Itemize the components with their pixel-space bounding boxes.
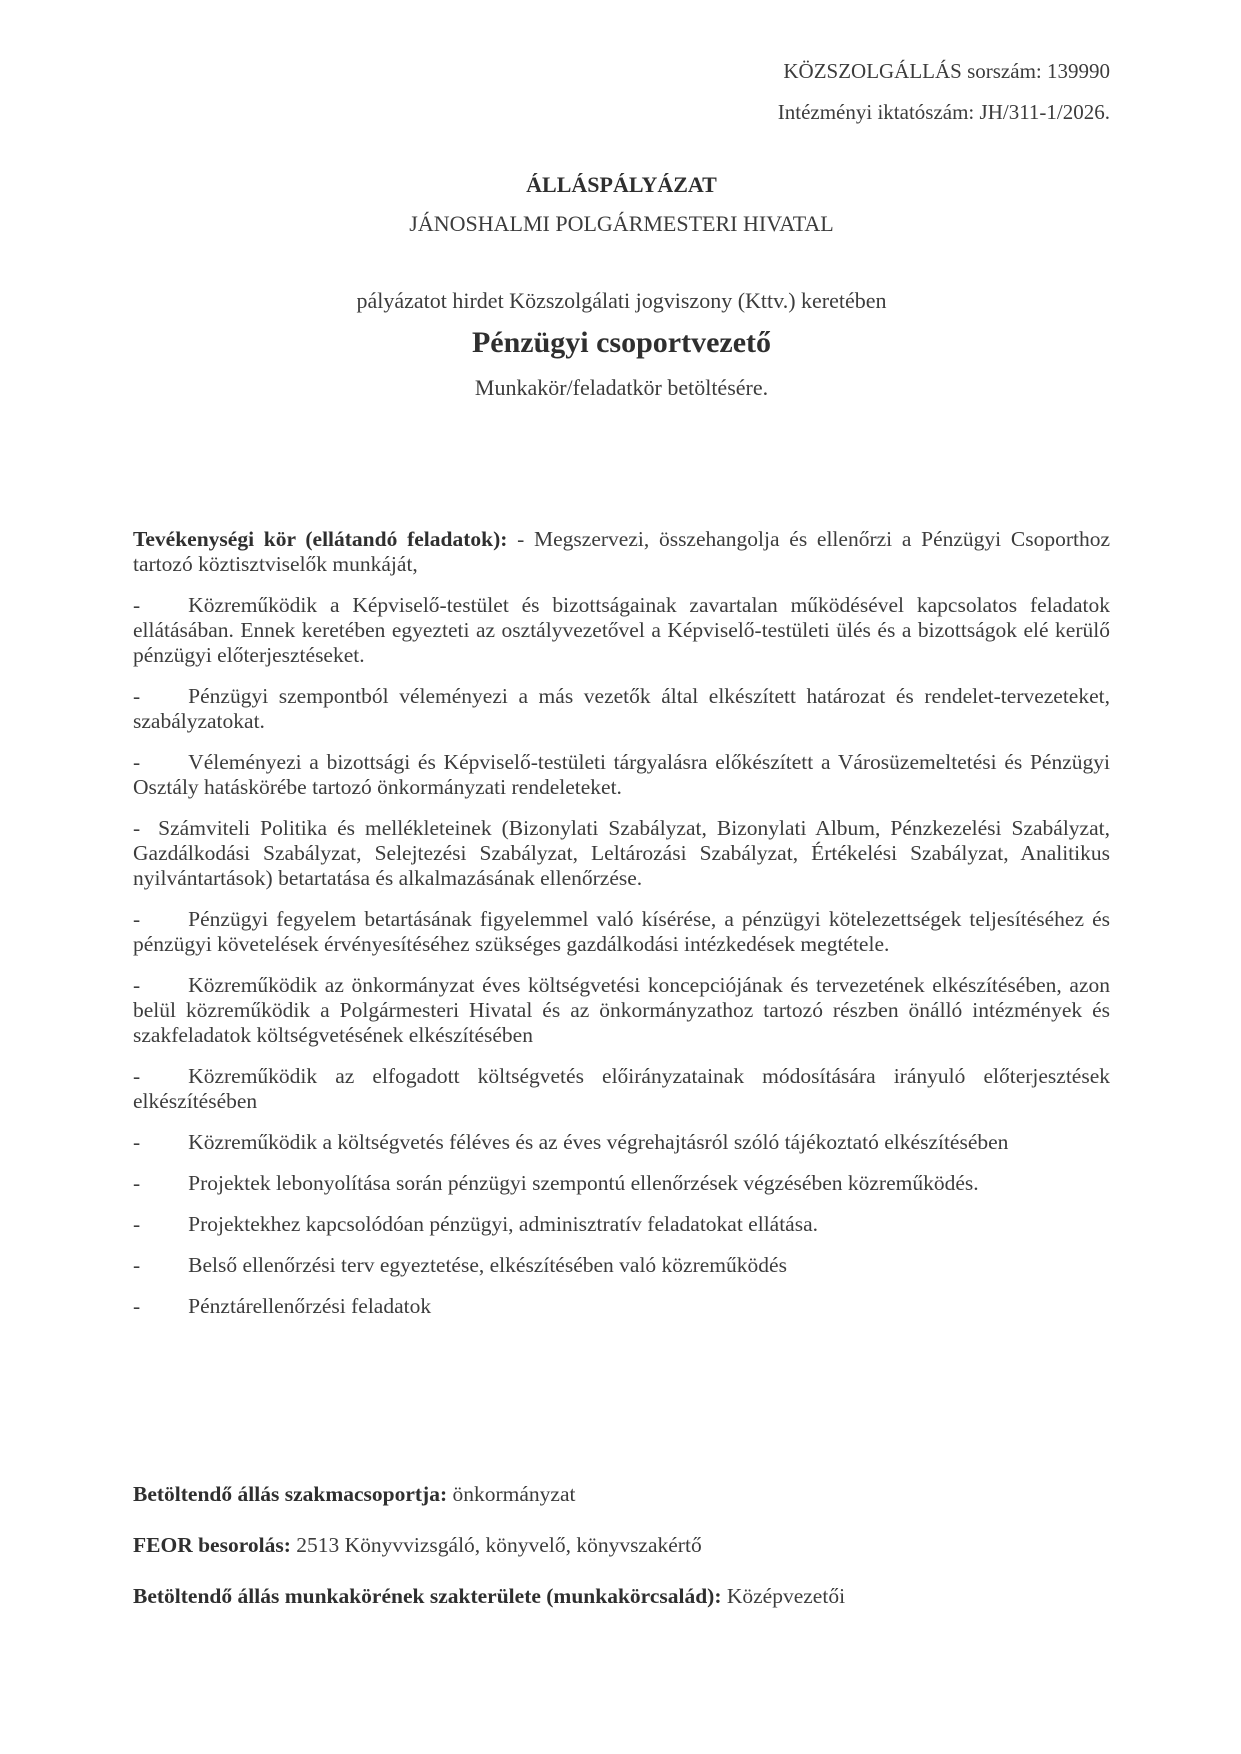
task-item-text: Projektek lebonyolítása során pénzügyi szempontú ellenőrzések végzésében közreműködés. [188, 1171, 979, 1195]
job-details-section [133, 1481, 1110, 1609]
detail-line [133, 1583, 1110, 1609]
bullet-dash: - [133, 684, 141, 708]
task-item [133, 1064, 1110, 1114]
task-item [133, 907, 1110, 957]
tasks-lead-paragraph [133, 527, 1110, 577]
task-item-text: Közreműködik az önkormányzat éves költségvetési koncepciójának és tervezetének elkészítésében, azon belül közreműködik a Polgármesteri Hivatal és az önkormányzathoz tartozó részben önálló intézmények és szakfeladatok költségvetésének elkészítésében [133, 973, 1110, 1047]
detail-label: Betöltendő állás munkakörének szakterülete (munkakörcsalád): [133, 1584, 722, 1608]
bullet-dash: - [133, 1064, 141, 1088]
serial-number-line: KÖZSZOLGÁLLÁS sorszám: 139990 [783, 59, 1110, 83]
task-item-text: Pénzügyi szempontból véleményezi a más vezetők által elkészített határozat és rendelet-tervezeteket, szabályzatokat. [133, 684, 1110, 733]
organization-name: JÁNOSHALMI POLGÁRMESTERI HIVATAL [409, 211, 834, 236]
detail-value: 2513 Könyvvizsgáló, könyvelő, könyvszakértő [296, 1533, 702, 1557]
registration-number-line: Intézményi iktatószám: JH/311-1/2026. [777, 100, 1110, 124]
task-item-text: Véleményezi a bizottsági és Képviselő-testületi tárgyalásra előkészített a Városüzemeltetési és Pénzügyi Osztály hatáskörébe tartozó önkormányzati rendeleteket. [133, 750, 1110, 799]
bullet-dash: - [133, 593, 141, 617]
tasks-lead-label: Tevékenységi kör (ellátandó feladatok): [133, 527, 508, 551]
tasks-lead-text: - Megszervezi, összehangolja és ellenőrzi a Pénzügyi Csoporthoz tartozó köztisztviselők munkáját, [133, 527, 1111, 576]
task-item-text: Projektekhez kapcsolódóan pénzügyi, adminisztratív feladatokat ellátása. [188, 1212, 819, 1236]
bullet-dash: - [133, 1294, 141, 1318]
task-item [133, 973, 1110, 1048]
detail-line [133, 1481, 1110, 1507]
bullet-dash: - [133, 973, 141, 997]
tasks-section [133, 527, 1110, 1319]
task-item [133, 593, 1110, 668]
announcement-line: pályázatot hirdet Közszolgálati jogviszony (Kttv.) keretében [356, 288, 887, 313]
task-item-text: Belső ellenőrzési terv egyeztetése, elkészítésében való közreműködés [188, 1253, 787, 1277]
task-item [133, 750, 1110, 800]
document-heading: ÁLLÁSPÁLYÁZAT [526, 172, 717, 197]
task-item-text: Közreműködik az elfogadott költségvetés előirányzatainak módosítására irányuló előterjesztések elkészítésében [133, 1064, 1110, 1113]
task-item [133, 1130, 1110, 1155]
task-item-text: Közreműködik a Képviselő-testület és bizottságainak zavartalan működésével kapcsolatos feladatok ellátásában. Ennek keretében egyezteti az osztályvezetővel a Képviselő-testületi ülés és a bizottságok elé kerülő pénzügyi előterjesztéseket. [133, 593, 1110, 667]
position-title: Pénzügyi csoportvezető [471, 326, 772, 359]
position-subtitle: Munkakör/feladatkör betöltésére. [474, 375, 769, 400]
task-item-text: Közreműködik a költségvetés féléves és az éves végrehajtásról szóló tájékoztató elkészítésében [188, 1130, 1009, 1154]
task-item [133, 816, 1110, 891]
detail-label: FEOR besorolás: [133, 1533, 291, 1557]
bullet-dash: - [133, 1253, 141, 1277]
bullet-dash: - [133, 1212, 141, 1236]
task-item [133, 684, 1110, 734]
detail-label: Betöltendő állás szakmacsoportja: [133, 1482, 448, 1506]
task-item-text: Pénzügyi fegyelem betartásának figyelemmel való kísérése, a pénzügyi kötelezettségek teljesítéséhez és pénzügyi követelések érvényesítéséhez szükséges gazdálkodási intézkedések megtétele. [133, 907, 1110, 956]
task-item [133, 1294, 1110, 1319]
bullet-dash: - [133, 816, 141, 840]
detail-value: Középvezetői [726, 1584, 846, 1608]
document-header [133, 58, 1110, 125]
task-item [133, 1171, 1110, 1196]
bullet-dash: - [133, 750, 141, 774]
task-item [133, 1212, 1110, 1237]
bullet-dash: - [133, 907, 141, 931]
bullet-dash: - [133, 1171, 141, 1195]
task-item-text: Pénztárellenőrzési feladatok [188, 1294, 432, 1318]
detail-line [133, 1532, 1110, 1558]
task-item [133, 1253, 1110, 1278]
task-item-text: Számviteli Politika és mellékleteinek (Bizonylati Szabályzat, Bizonylati Album, Pénzkezelési Szabályzat, Gazdálkodási Szabályzat, Selejtezési Szabályzat, Leltározási Szabályzat, Értékelési Szabályzat, Analitikus nyilvántartások) betartatása és alkalmazásának ellenőrzése. [133, 816, 1110, 890]
bullet-dash: - [133, 1130, 141, 1154]
detail-value: önkormányzat [452, 1482, 576, 1506]
title-block [133, 171, 1110, 401]
